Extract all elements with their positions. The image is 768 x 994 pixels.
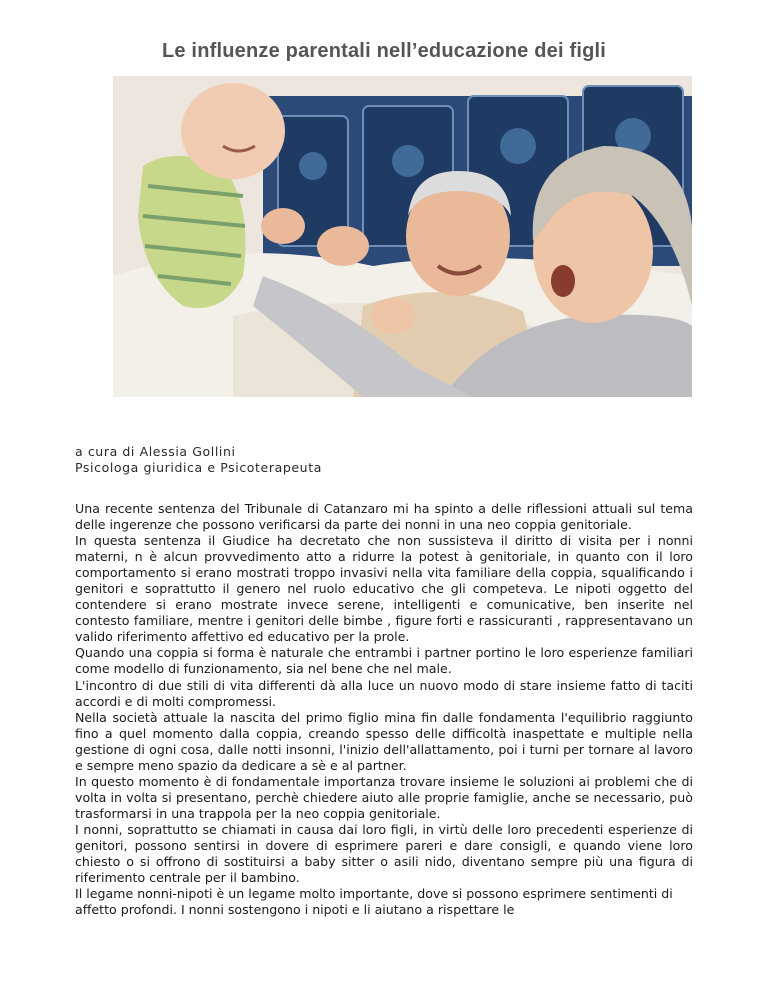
paragraph: Il legame nonni-nipoti è un legame molto importante, dove si possono esprimere sentimenti di affetto profondi. I nonni sostengono i nipoti e li aiutano a rispettare le xyxy=(75,886,673,918)
author-name: a cura di Alessia Gollini xyxy=(75,444,236,459)
paragraph: In questo momento è di fondamentale importanza trovare insieme le soluzioni ai problemi che di volta in volta si presentano, perchè chiedere aiuto alle proprie famiglie, anche se necessario, può trasformarsi in una trappola per la neo coppia genitoriale. xyxy=(75,773,693,821)
byline xyxy=(75,444,322,476)
family-photo-icon xyxy=(113,76,692,397)
author-role: Psicologa giuridica e Psicoterapeuta xyxy=(75,460,322,475)
paragraph: I nonni, soprattutto se chiamati in causa dai loro figli, in virtù delle loro precedenti esperienze di genitori, possono sentirsi in dovere di esprimere pareri e dare consigli, e quando viene loro chiesto o si offrono di sostituirsi a baby sitter o asili nido, diventano sempre più una figura di riferimento centrale per il bambino. xyxy=(75,821,693,886)
family-photo xyxy=(113,76,692,397)
paragraph: Nella società attuale la nascita del primo figlio mina fin dalle fondamenta l'equilibrio raggiunto fino a quel momento dalla coppia, creando spesso delle difficoltà inaspettate e multiple nella gestione di ogni cosa, dalle notti insonni, l'inizio dell'allattamento, poi i turni per tornare al lavoro e sempre meno spazio da dedicare a sè e al partner. xyxy=(75,709,693,773)
page-title: Le influenze parentali nell’educazione dei figli xyxy=(161,40,607,62)
paragraph: Una recente sentenza del Tribunale di Catanzaro mi ha spinto a delle riflessioni attuali sul tema delle ingerenze che possono verificarsi da parte dei nonni in una neo coppia genitoriale. xyxy=(75,501,693,533)
paragraph: L'incontro di due stili di vita differenti dà alla luce un nuovo modo di stare insieme fatto di taciti accordi e di molti compromessi. xyxy=(75,677,693,709)
article-body xyxy=(75,501,693,918)
paragraph: Quando una coppia si forma è naturale che entrambi i partner portino le loro esperienze familiari come modello di funzionamento, sia nel bene che nel male. xyxy=(75,645,693,677)
paragraph: In questa sentenza il Giudice ha decretato che non sussisteva il diritto di visita per i nonni materni, n è alcun provvedimento atto a ridurre la potest à genitoriale, in quanto con il loro comportamento si erano mostrati troppo invasivi nella vita familiare della coppia, squalificando i genitori e soprattutto il genero nel ruolo educativo che gli competeva. Le nipoti oggetto del contendere si erano mostrate invece serene, intelligenti e comunicative, ben inserite nel contesto familiare, mentre i genitori delle bimbe , figure forti e rassicuranti , rappresentavano un valido riferimento affettivo ed educativo per la prole. xyxy=(75,533,693,645)
